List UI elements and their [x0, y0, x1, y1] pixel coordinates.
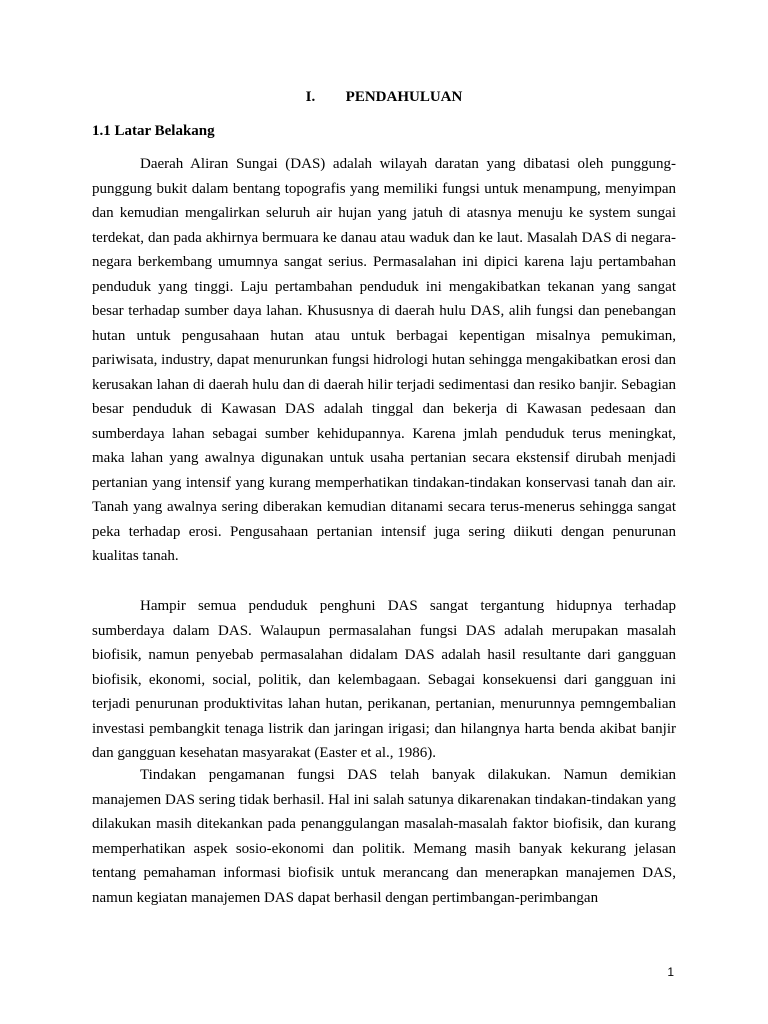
- chapter-title: PENDAHULUAN: [345, 89, 463, 105]
- chapter-heading: [0, 87, 768, 107]
- section-heading: 1.1 Latar Belakang: [92, 123, 215, 139]
- paragraph-3: Tindakan pengamanan fungsi DAS telah banyak dilakukan. Namun demikian manajemen DAS sering tidak berhasil. Hal ini salah satunya dikarenakan tindakan-tindakan yang dilakukan masih ditekankan pada penanggulangan masalah-masalah faktor biofisik, dan kurang memperhatikan aspek sosio-ekonomi dan politik. Memang masih banyak kekurang jelasan tentang pemahaman informasi biofisik untuk merancang dan menerapkan manajemen DAS, namun kegiatan manajemen DAS dapat berhasil dengan pertimbangan-perimbangan: [92, 767, 676, 906]
- paragraph-2: Hampir semua penduduk penghuni DAS sangat tergantung hidupnya terhadap sumberdaya dalam DAS. Walaupun permasalahan fungsi DAS adalah merupakan masalah biofisik, namun penyebab permasalahan didalam DAS adalah hasil resultante dari gangguan biofisik, ekonomi, social, politik, dan kelembagaan. Sebagai konsekuensi dari gangguan ini terjadi penurunan produktivitas lahan hutan, perikanan, pertanian, menurunnya pemngembalian investasi pembangkit tenaga listrik dan jaringan irigasi; dan hilangnya harta benda akibat banjir dan gangguan kesehatan masyarakat (Easter et al., 1986).: [92, 598, 676, 761]
- chapter-number: I.: [305, 89, 316, 105]
- page-number: 1: [667, 965, 674, 979]
- paragraph-1: Daerah Aliran Sungai (DAS) adalah wilayah daratan yang dibatasi oleh punggung-punggung bukit dalam bentang topografis yang memiliki fungsi untuk menampung, menyimpan dan kemudian mengalirkan seluruh air hujan yang jatuh di atasnya menuju ke system sungai terdekat, dan pada akhirnya bermuara ke danau atau waduk dan ke laut. Masalah DAS di negara-negara berkembang umumnya sangat serius. Permasalahan ini dipici karena laju pertambahan penduduk yang tinggi. Laju pertambahan penduduk ini mengakibatkan tekanan yang sangat besar terhadap sumber daya lahan. Khususnya di daerah hulu DAS, alih fungsi dan penebangan hutan untuk pengusahaan hutan atau untuk berbagai kepentigan misalnya pemukiman, pariwisata, industry, dapat menurunkan fungsi hidrologi hutan sehingga mengakibatkan erosi dan kerusakan lahan di daerah hulu dan di daerah hilir terjadi sedimentasi dan resiko banjir. Sebagian besar penduduk di Kawasan DAS adalah tinggal dan bekerja di Kawasan pedesaan dan sumberdaya lahan sebagai sumber kehidupannya. Karena jmlah penduduk terus meningkat, maka lahan yang awalnya digunakan untuk usaha pertanian secara ekstensif dirubah menjadi pertanian yang intensif yang kurang memperhatikan tindakan-tindakan konservasi tanah dan air. Tanah yang awalnya sering diberakan kemudian ditanami secara terus-menerus sehingga sangat peka terhadap erosi. Pengusahaan pertanian intensif juga sering diikuti dengan penurunan kualitas tanah.: [92, 156, 676, 564]
